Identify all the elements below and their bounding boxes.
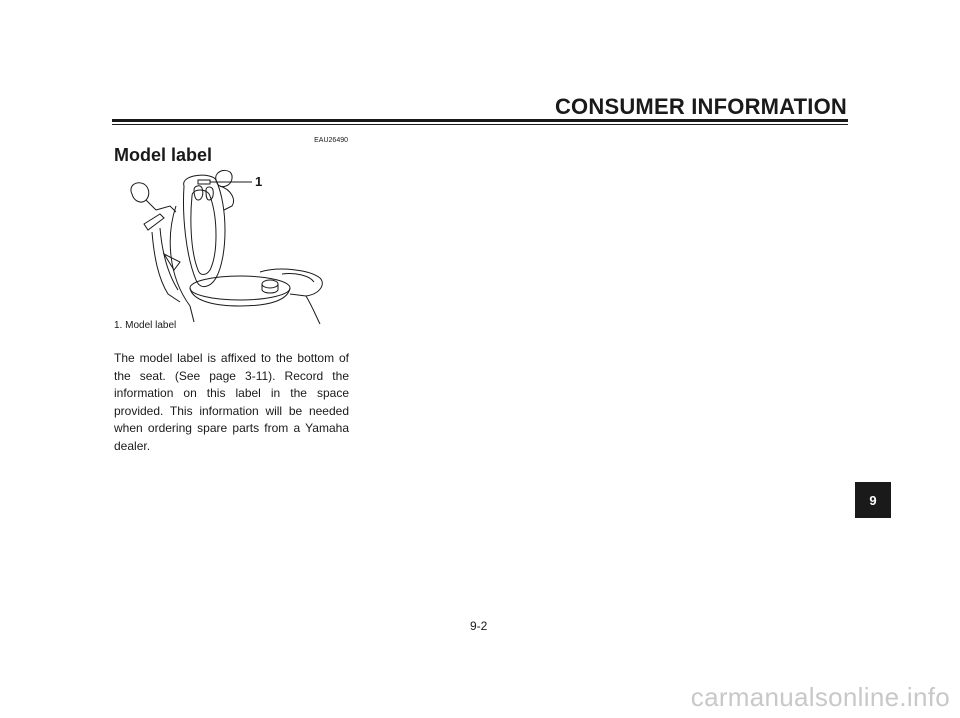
scooter-seat-illustration-icon <box>120 166 330 326</box>
figure-caption: 1. Model label <box>114 320 177 331</box>
chapter-tab[interactable] <box>855 482 891 518</box>
body-paragraph: The model label is affixed to the bottom of the seat. (See page 3-11). Record the information on this label in the space provided. This information will be needed when ordering spare parts from a Yamaha dealer. <box>114 351 349 453</box>
chapter-tab-number: 9 <box>869 492 877 508</box>
header-title: CONSUMER INFORMATION <box>554 94 847 119</box>
header-rule <box>112 119 848 122</box>
model-label-figure <box>120 166 330 326</box>
section-code: EAU26490 <box>314 137 348 144</box>
header-rule-thin <box>112 124 848 125</box>
watermark: carmanualsonline.info <box>690 682 950 712</box>
page-number: 9-2 <box>470 619 488 633</box>
section-title: Model label <box>114 145 213 165</box>
callout-number: 1 <box>255 174 263 189</box>
